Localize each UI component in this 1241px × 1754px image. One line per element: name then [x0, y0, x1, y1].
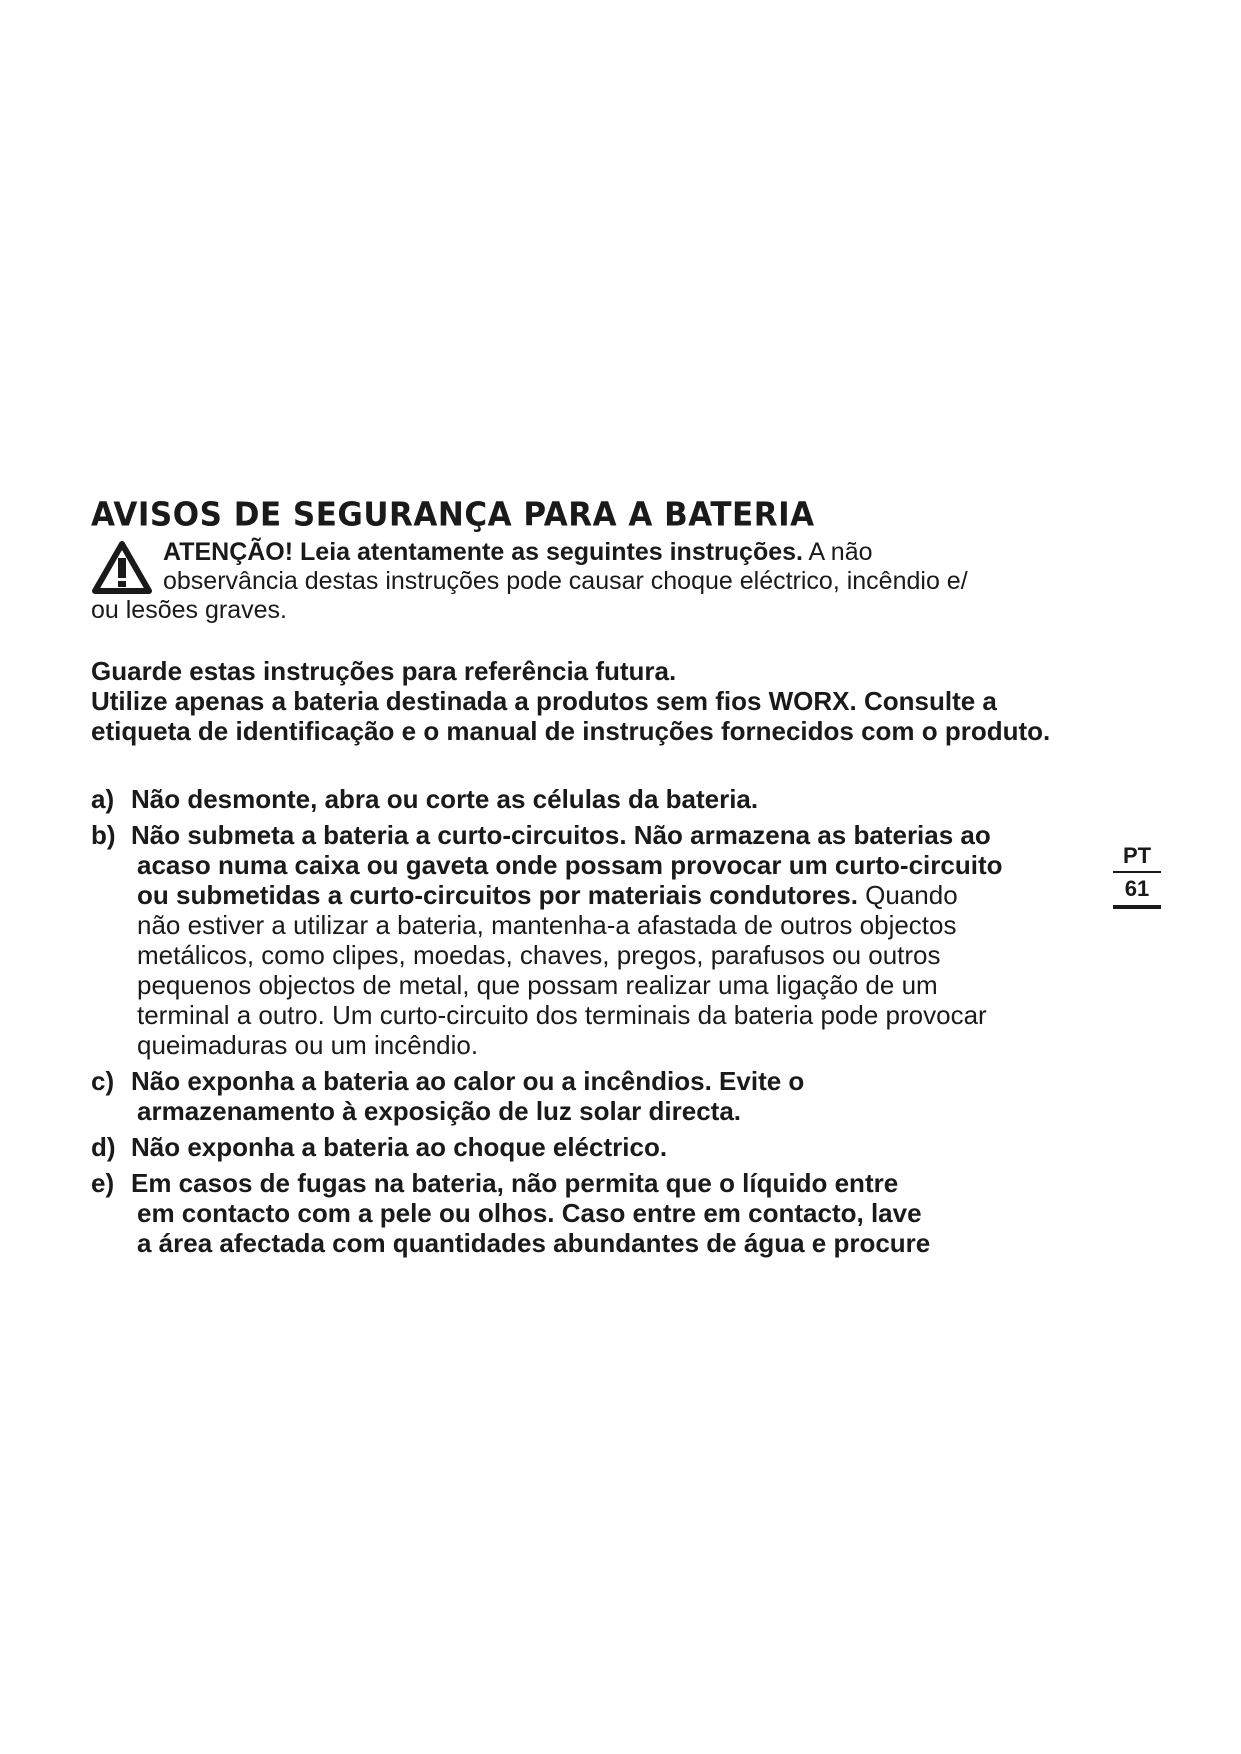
list-item-label: d): [91, 1132, 116, 1162]
list-item-text: a área afectada com quantidades abundantes de água e procure: [137, 1228, 931, 1258]
warning-line-1: [91, 538, 1101, 567]
list-item-text: Não desmonte, abra ou corte as células da bateria.: [131, 784, 759, 814]
guard-line-3: etiqueta de identificação e o manual de instruções fornecidos com o produto.: [91, 716, 1051, 746]
list-item-text: pequenos objectos de metal, que possam realizar uma ligação de um: [137, 970, 938, 1000]
list-item-text: [91, 880, 1002, 910]
list-item-label: b): [91, 820, 116, 850]
warning-text-rest: A não: [802, 538, 873, 566]
list-item-b: [91, 820, 1002, 1060]
list-item-text: queimaduras ou um incêndio.: [137, 1030, 479, 1060]
page-number: 61: [1113, 873, 1161, 909]
list-item-text: metálicos, como clipes, moedas, chaves, pregos, parafusos ou outros: [137, 940, 941, 970]
list-item-e: [91, 1168, 1002, 1258]
list-item-text: em contacto com a pele ou olhos. Caso entre em contacto, lave: [137, 1198, 922, 1228]
warning-bold-text: ATENÇÃO! Leia atentamente as seguintes instruções.: [163, 538, 803, 566]
list-item-text: não estiver a utilizar a bateria, mantenha-a afastada de outros objectos: [137, 910, 957, 940]
warning-triangle-icon: [91, 540, 153, 596]
language-code: PT: [1113, 843, 1161, 873]
guard-line-1: Guarde estas instruções para referência futura.: [91, 656, 677, 686]
list-item-label: e): [91, 1168, 115, 1198]
list-item-text: Não exponha a bateria ao choque eléctrico.: [131, 1132, 668, 1162]
list-item-label: a): [91, 784, 115, 814]
guard-instructions: [91, 656, 1050, 746]
warning-line-2: observância destas instruções pode causar choque eléctrico, incêndio e/: [163, 567, 968, 595]
list-item-text: Não submeta a bateria a curto-circuitos. Não armazena as baterias ao: [131, 820, 991, 850]
list-item-d: [91, 1132, 1002, 1162]
list-item-c: [91, 1066, 1002, 1126]
list-item-rest-text: Quando: [857, 880, 958, 910]
safety-list: [91, 784, 1002, 1264]
page-side-tab: [1113, 843, 1161, 909]
list-item-a: [91, 784, 1002, 814]
section-heading: AVISOS DE SEGURANÇA PARA A BATERIA: [91, 496, 815, 534]
warning-block: [91, 538, 1101, 625]
warning-line-3: ou lesões graves.: [91, 596, 287, 624]
list-item-text: terminal a outro. Um curto-circuito dos terminais da bateria pode provocar: [137, 1000, 987, 1030]
list-item-text: armazenamento à exposição de luz solar directa.: [137, 1096, 742, 1126]
list-item-text: Não exponha a bateria ao calor ou a incêndios. Evite o: [131, 1066, 805, 1096]
guard-line-2: Utilize apenas a bateria destinada a produtos sem fios WORX. Consulte a: [91, 686, 997, 716]
list-item-bold-text: ou submetidas a curto-circuitos por materiais condutores.: [137, 880, 858, 910]
list-item-text: Em casos de fugas na bateria, não permita que o líquido entre: [131, 1168, 899, 1198]
list-item-label: c): [91, 1066, 115, 1096]
list-item-text: acaso numa caixa ou gaveta onde possam provocar um curto-circuito: [137, 850, 1003, 880]
